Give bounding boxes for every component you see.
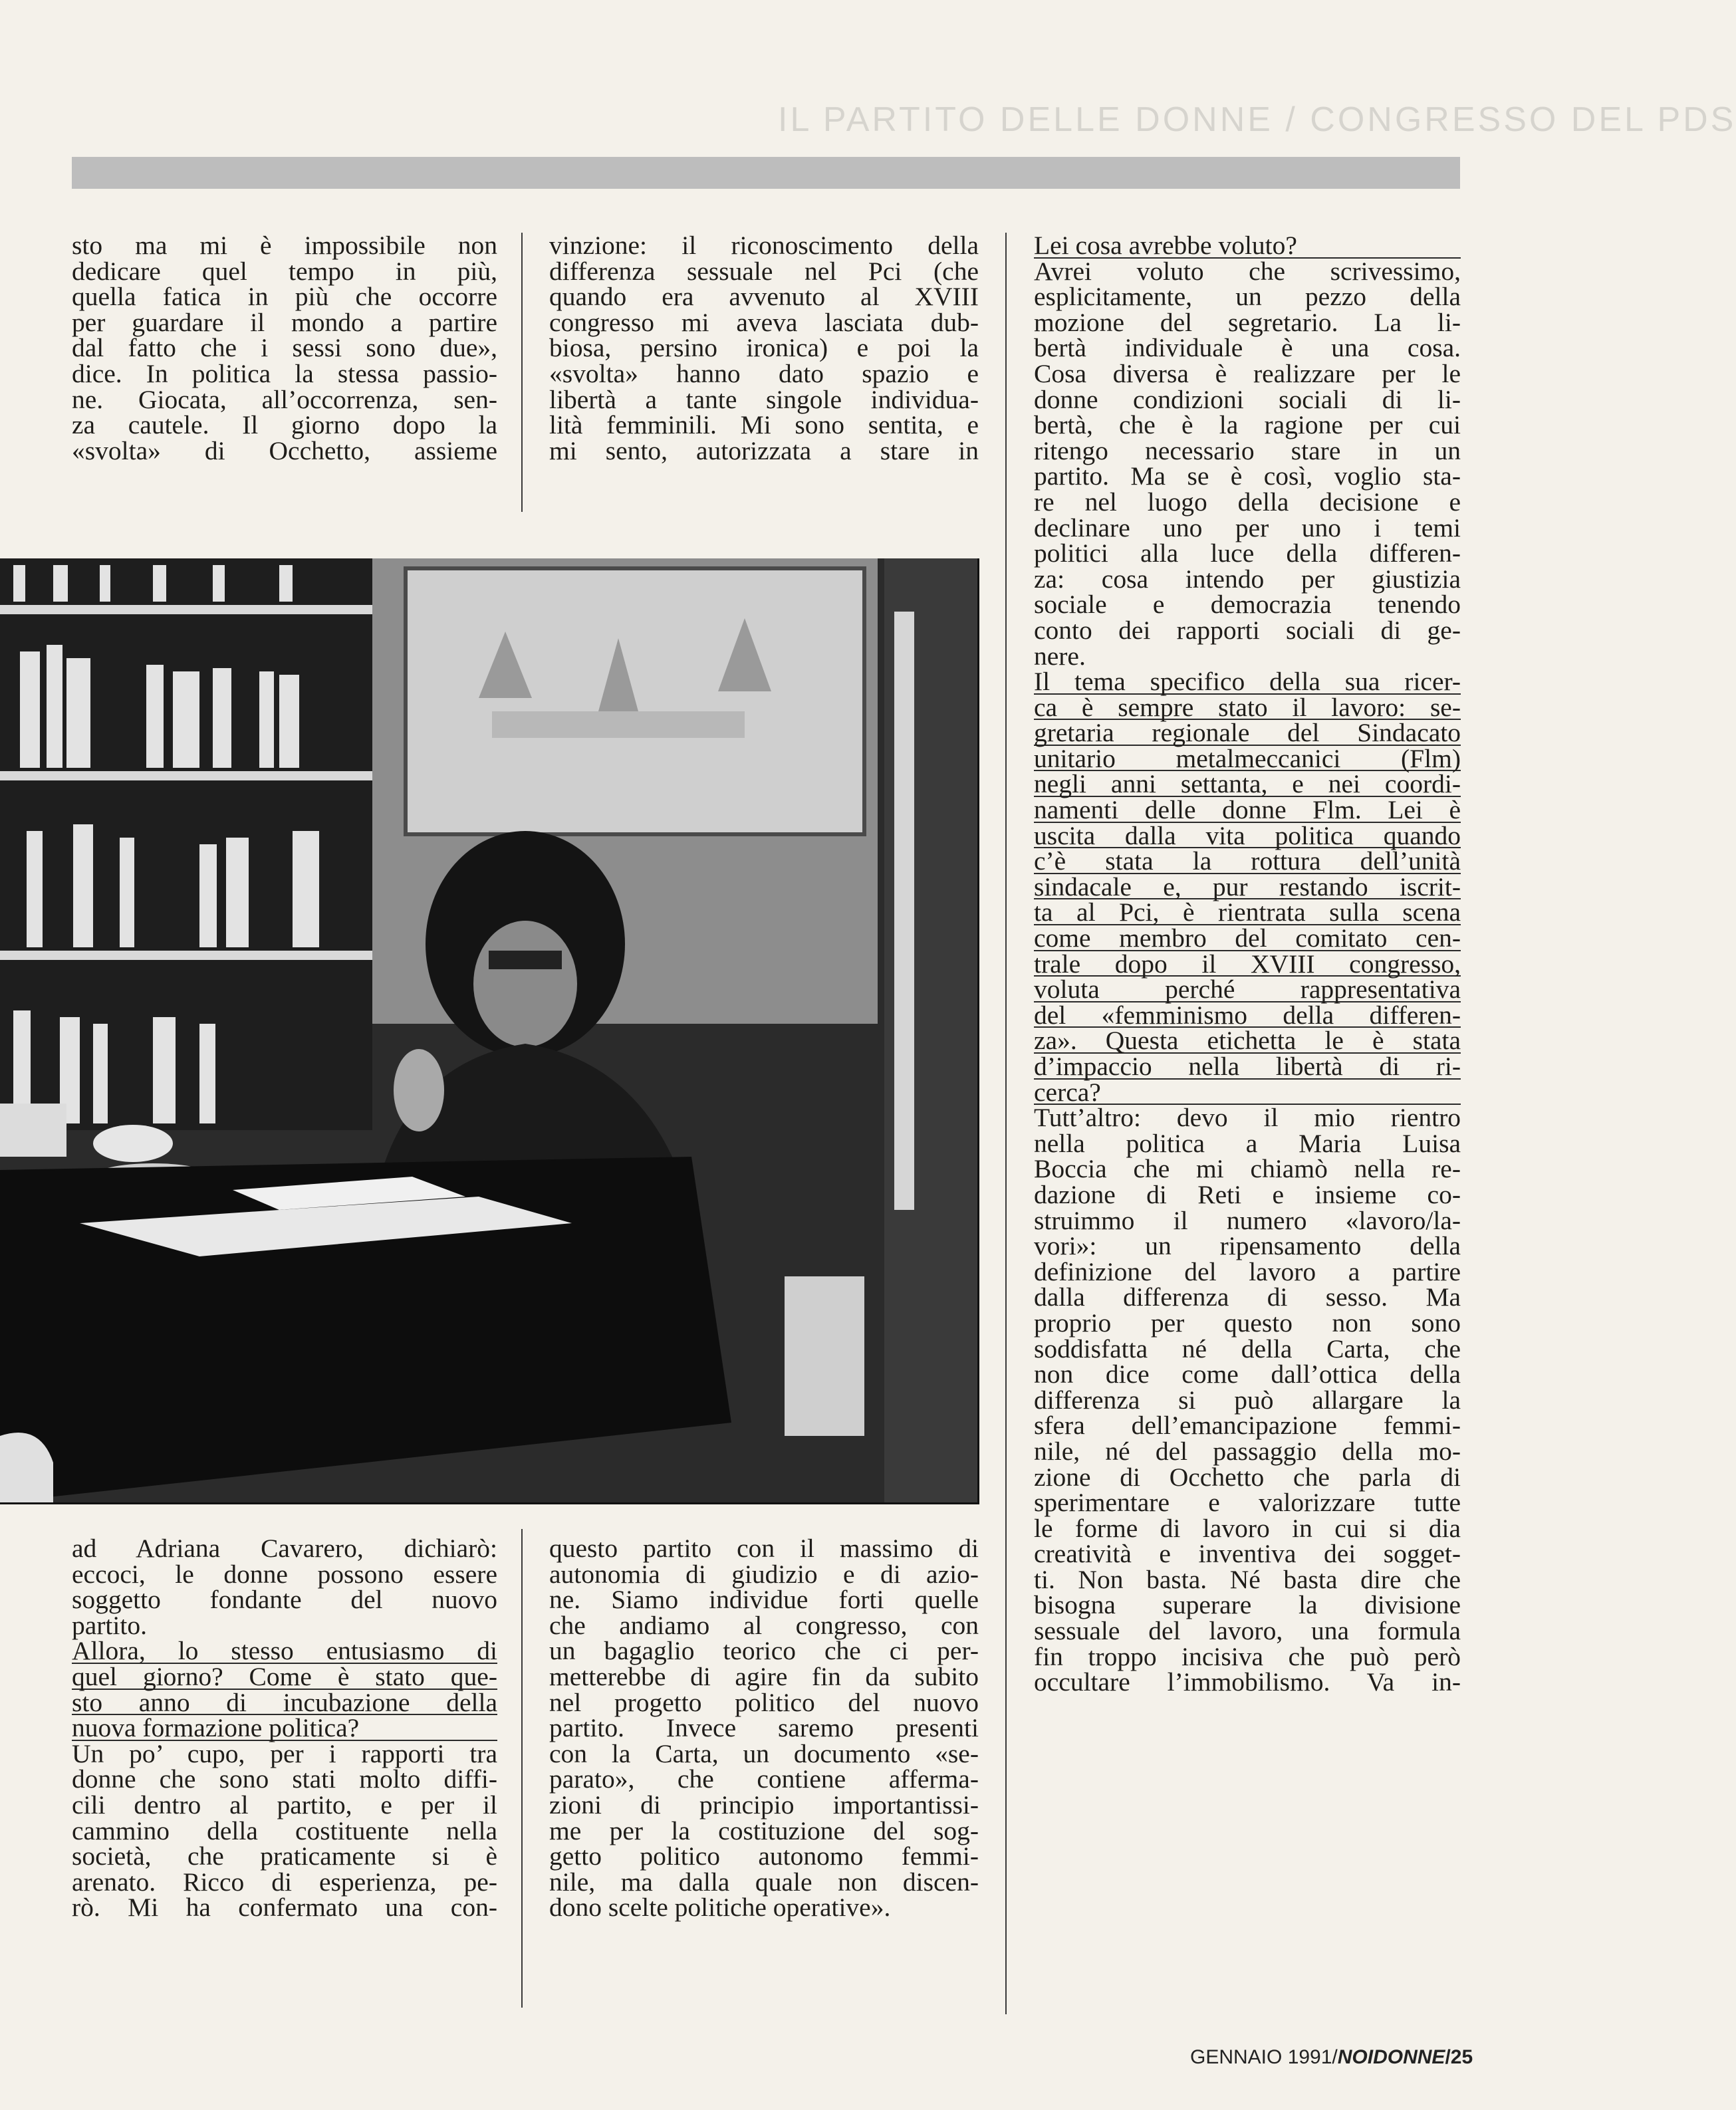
text-line: Avrei voluto che scrivessimo, <box>1034 256 1461 286</box>
text-line: parato», che contiene afferma- <box>549 1764 979 1794</box>
text-line: creatività e inventiva dei sogget- <box>1034 1539 1461 1569</box>
text-line: metterebbe di agire fin da subito <box>549 1661 979 1691</box>
text-line: zioni di principio importantissi- <box>549 1790 979 1819</box>
text-line: partito. Invece saremo presenti <box>549 1713 979 1743</box>
text-line: bertà individuale è una cosa. <box>1034 333 1461 363</box>
text-line: biosa, persino ironica) e poi la <box>549 333 979 363</box>
text-line: differenza si può allargare la <box>1034 1385 1461 1415</box>
text-line: nile, né del passaggio della mo- <box>1034 1436 1461 1466</box>
text-line: za: cosa intendo per giustizia <box>1034 564 1461 594</box>
column-rule <box>521 233 523 512</box>
text-line: proprio per questo non sono <box>1034 1308 1461 1338</box>
text-line: un bagaglio teorico che ci per- <box>549 1636 979 1666</box>
text-line: non dice come dall’ottica della <box>1034 1359 1461 1389</box>
question-line: cerca? <box>1034 1080 1461 1106</box>
text-line: che andiamo al congresso, con <box>549 1610 979 1640</box>
question-line: ca è sempre stato il lavoro: se- <box>1034 692 1461 722</box>
text-line: nella politica a Maria Luisa <box>1034 1128 1461 1158</box>
text-line: conto dei rapporti sociali di ge- <box>1034 615 1461 645</box>
header-bar <box>72 157 1460 189</box>
text-line: dedicare quel tempo in più, <box>72 256 497 286</box>
text-line: dal fatto che i sessi sono due», <box>72 333 497 363</box>
text-line: partito. Ma se è così, voglio sta- <box>1034 461 1461 491</box>
text-line: cammino della costituente nella <box>72 1816 497 1845</box>
text-line: eccoci, le donne possono essere <box>72 1559 497 1589</box>
text-line: quella fatica in più che occorre <box>72 282 497 312</box>
text-line: autonomia di giudizio e di azio- <box>549 1559 979 1589</box>
text-line: bertà, che è la ragione per cui <box>1034 410 1461 440</box>
text-line: nel progetto politico del nuovo <box>549 1687 979 1717</box>
question-line: voluta perché rappresentativa <box>1034 975 1461 1004</box>
text-line: donne condizioni sociali di li- <box>1034 384 1461 414</box>
text-line: ne. Siamo individue forti quelle <box>549 1585 979 1615</box>
text-line: ad Adriana Cavarero, dichiarò: <box>72 1534 497 1563</box>
question-line: c’è stata la rottura dell’unità <box>1034 846 1461 876</box>
text-line: za cautele. Il giorno dopo la <box>72 410 497 440</box>
text-line: sfera dell’emancipazione femmi- <box>1034 1411 1461 1441</box>
text-line: congresso mi aveva lasciata dub- <box>549 307 979 337</box>
text-line: donne che sono stati molto diffi- <box>72 1764 497 1794</box>
question-line: Il tema specifico della sua ricer- <box>1034 667 1461 697</box>
text-line: «svolta» hanno dato spazio e <box>549 358 979 388</box>
text-line: me per la costituzione del sog- <box>549 1816 979 1845</box>
text-line: rò. Mi ha confermato una con- <box>72 1893 497 1923</box>
text-line: le forme di lavoro in cui si dia <box>1034 1513 1461 1543</box>
text-line: «svolta» di Occhetto, assieme <box>72 435 497 465</box>
text-line: fin troppo incisiva che può però <box>1034 1641 1461 1671</box>
question-line: nuova formazione politica? <box>72 1715 497 1741</box>
text-line: zione di Occhetto che parla di <box>1034 1462 1461 1492</box>
text-line: sessuale del lavoro, una formula <box>1034 1616 1461 1646</box>
text-line: dono scelte politiche operative». <box>549 1893 891 1923</box>
question-line: come membro del comitato cen- <box>1034 923 1461 953</box>
text-line: sociale e democrazia tenendo <box>1034 590 1461 620</box>
text-line: ti. Non basta. Né basta dire che <box>1034 1564 1461 1594</box>
text-line: getto politico autonomo femmi- <box>549 1841 979 1871</box>
text-line: quando era avvenuto al XVIII <box>549 282 979 312</box>
text-line: per guardare il mondo a partire <box>72 307 497 337</box>
text-line: occultare l’immobilismo. Va in- <box>1034 1667 1461 1697</box>
text-line: dice. In politica la stessa passio- <box>72 358 497 388</box>
column-2-top <box>549 233 979 463</box>
text-line: bisogna superare la divisione <box>1034 1590 1461 1620</box>
text-line: partito. <box>72 1610 147 1640</box>
question-line: sindacale e, pur restando iscrit- <box>1034 872 1461 901</box>
text-line: politici alla luce della differen- <box>1034 538 1461 568</box>
question-line: uscita dalla vita politica quando <box>1034 820 1461 850</box>
photo-woman-at-desk <box>0 558 979 1504</box>
column-rule <box>521 1529 523 2008</box>
text-line: Un po’ cupo, per i rapporti tra <box>72 1738 497 1768</box>
text-line: vinzione: il riconoscimento della <box>549 231 979 260</box>
question-line: unitario metalmeccanici (Flm) <box>1034 743 1461 773</box>
text-line: arenato. Ricco di esperienza, pe- <box>72 1867 497 1897</box>
text-line: soddisfatta né della Carta, che <box>1034 1334 1461 1363</box>
footer-magazine: NOIDONNE <box>1337 2046 1445 2068</box>
photo-image <box>0 558 977 1502</box>
text-line: con la Carta, un documento «se- <box>549 1738 979 1768</box>
question-line: Allora, lo stesso entusiasmo di <box>72 1636 497 1666</box>
question-line: d’impaccio nella libertà di ri- <box>1034 1052 1461 1081</box>
question-line: ta al Pci, è rientrata sulla scena <box>1034 897 1461 927</box>
column-2-bottom <box>549 1536 979 1921</box>
text-line: sto ma mi è impossibile non <box>72 231 497 260</box>
question-line: del «femminismo della differen- <box>1034 1000 1461 1030</box>
text-line: questo partito con il massimo di <box>549 1534 979 1563</box>
text-line: re nel luogo della decisione e <box>1034 487 1461 517</box>
text-line: Tutt’altro: devo il mio rientro <box>1034 1103 1461 1133</box>
question-line: trale dopo il XVIII congresso, <box>1034 949 1461 979</box>
column-1-bottom <box>72 1536 497 1921</box>
footer-page-number: 25 <box>1450 2046 1473 2068</box>
text-line: vori»: un ripensamento della <box>1034 1231 1461 1261</box>
text-line: società, che praticamente si è <box>72 1841 497 1871</box>
column-1-top <box>72 233 497 463</box>
question-line: quel giorno? Come è stato que- <box>72 1661 497 1691</box>
text-line: cili dentro al partito, e per il <box>72 1790 497 1819</box>
text-line: nile, ma dalla quale non discen- <box>549 1867 979 1897</box>
text-line: ritengo necessario stare in un <box>1034 435 1461 465</box>
text-line: mozione del segretario. La li- <box>1034 307 1461 337</box>
question-line: za». Questa etichetta le è stata <box>1034 1026 1461 1056</box>
question-line: negli anni settanta, e nei coordi- <box>1034 769 1461 799</box>
text-line: nere. <box>1034 641 1086 671</box>
footer-slash: / <box>1445 2046 1451 2068</box>
column-3 <box>1034 233 1461 1695</box>
text-line: declinare uno per uno i temi <box>1034 513 1461 542</box>
text-line: lità femminili. Mi sono sentita, e <box>549 410 979 440</box>
text-line: Boccia che mi chiamò nella re- <box>1034 1154 1461 1184</box>
text-line: dazione di Reti e insieme co- <box>1034 1179 1461 1209</box>
text-line: libertà a tante singole individua- <box>549 384 979 414</box>
text-line: definizione del lavoro a partire <box>1034 1256 1461 1286</box>
page-footer <box>1190 2046 1473 2073</box>
text-line: soggetto fondante del nuovo <box>72 1585 497 1615</box>
question-line: gretaria regionale del Sindacato <box>1034 718 1461 748</box>
text-line: dalla differenza di sesso. Ma <box>1034 1282 1461 1312</box>
footer-date: GENNAIO 1991/ <box>1190 2046 1338 2068</box>
column-rule <box>1005 233 1007 2014</box>
text-line: Cosa diversa è realizzare per le <box>1034 358 1461 388</box>
text-line: sperimentare e valorizzare tutte <box>1034 1488 1461 1518</box>
question-line: namenti delle donne Flm. Lei è <box>1034 795 1461 825</box>
text-line: ne. Giocata, all’occorrenza, sen- <box>72 384 497 414</box>
text-line: differenza sessuale nel Pci (che <box>549 256 979 286</box>
text-line: struimmo il numero «lavoro/la- <box>1034 1205 1461 1235</box>
question-line: Lei cosa avrebbe voluto? <box>1034 233 1461 259</box>
question-line: sto anno di incubazione della <box>72 1687 497 1717</box>
running-head: IL PARTITO DELLE DONNE / CONGRESSO DEL PDS <box>778 100 1736 139</box>
text-line: esplicitamente, un pezzo della <box>1034 282 1461 312</box>
text-line: mi sento, autorizzata a stare in <box>549 435 979 465</box>
